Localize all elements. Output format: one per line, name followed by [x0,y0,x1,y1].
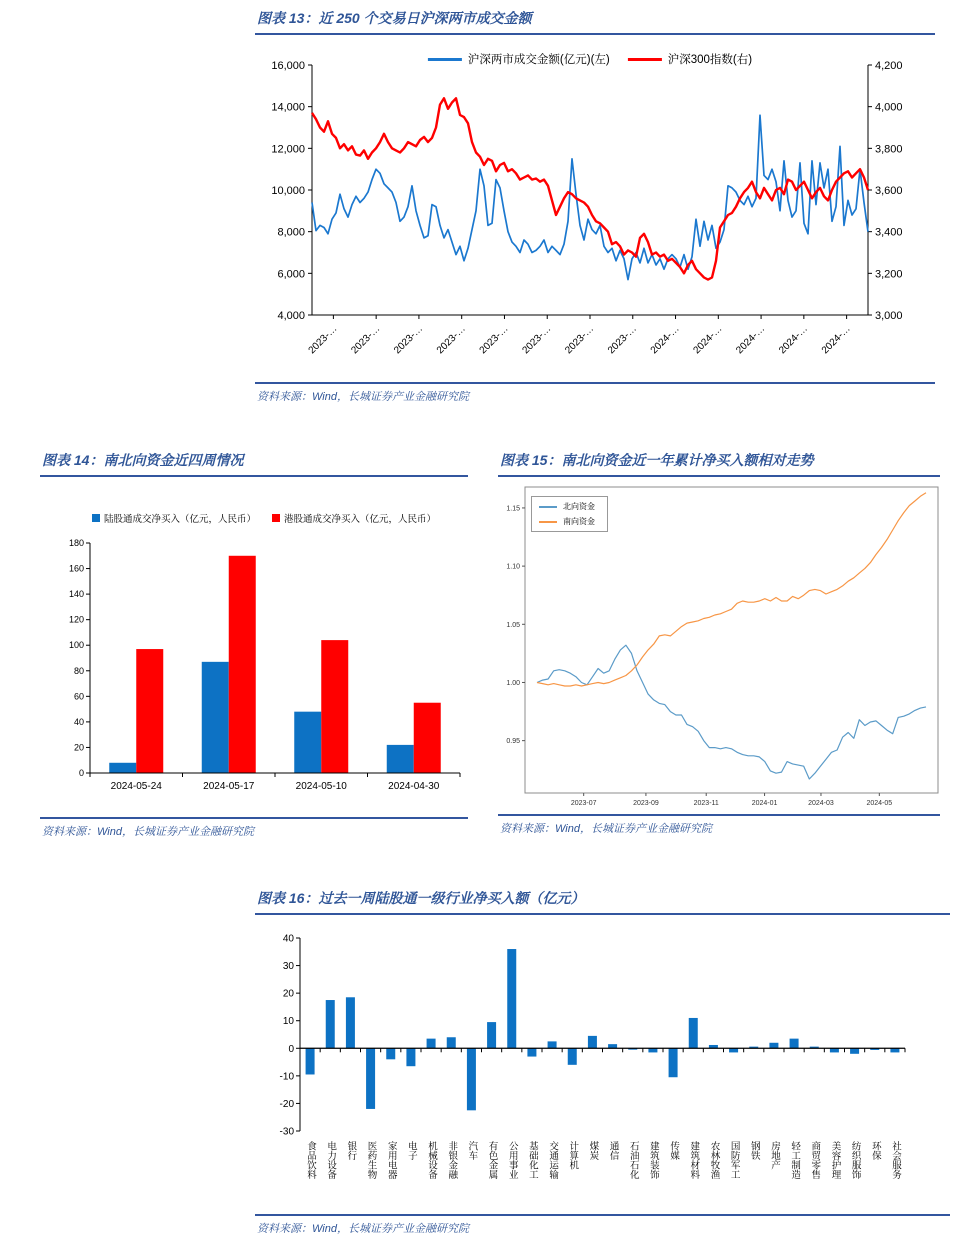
x-axis-tick-label: 2023-… [349,323,383,357]
industry-label: 交通运输 [547,1141,559,1179]
southbound-bar-swatch [272,514,280,522]
figure-16-chart-area [255,923,950,1214]
figure-15-source: 资料来源：Wind，长城证券产业金融研究院 [500,823,712,835]
index-line-swatch [628,58,662,61]
industry-label: 计算机 [567,1141,579,1170]
figure-14 [40,448,468,839]
figure-14-title [40,448,468,477]
industry-label: 美容护理 [829,1141,841,1179]
industry-label: 煤炭 [587,1141,599,1160]
legend-item-south [539,516,595,527]
x-axis-tick-label: 2023-… [520,323,554,357]
industry-label: 电力设备 [325,1141,337,1179]
industry-label: 钢铁 [748,1141,760,1160]
industry-bar [507,949,516,1048]
index-line [312,98,868,279]
industry-bar [790,1039,799,1049]
y-axis-tick-label: 20 [73,742,84,753]
y-axis-tick-label: 30 [282,961,294,973]
turnover-legend-label: 沪深两市成交金额(亿元)(左) [467,54,610,66]
x-axis-tick-label: 2023-… [306,323,340,357]
industry-label: 房地产 [768,1141,780,1170]
figure-14-chart-area [40,511,468,801]
y-axis-tick-label: -10 [279,1071,294,1083]
category-label: 2024-05-24 [110,781,162,792]
y-axis-tick-label: 100 [68,640,84,651]
right-axis-tick-label: 4,000 [875,101,903,114]
industry-bar [467,1048,476,1110]
industry-label: 家用电器 [385,1141,397,1179]
industry-label: 机械设备 [426,1141,438,1179]
left-axis-tick-label: 8,000 [277,226,305,239]
industry-bar [366,1048,375,1109]
industry-bar [447,1037,456,1048]
y-axis-tick-label: 1.15 [506,505,520,513]
y-axis-tick-label: 0 [288,1043,294,1055]
category-label: 2024-04-30 [388,781,440,792]
y-axis-tick-label: -30 [279,1126,294,1138]
industry-label: 石油石化 [627,1141,639,1179]
industry-label: 国防军工 [728,1141,740,1179]
figure-14-legend [60,511,468,525]
northbound-bar-swatch [92,514,100,522]
category-label: 2024-05-17 [203,781,255,792]
industry-label: 医药生物 [365,1141,377,1179]
industry-label: 环保 [869,1141,881,1160]
right-axis-tick-label: 3,200 [875,268,903,281]
industry-bar [729,1048,738,1052]
turnover-line-swatch [428,58,462,61]
southbound-bar [321,640,348,773]
industry-bar [689,1018,698,1048]
industry-label: 汽车 [466,1141,478,1160]
figure-16-title [255,886,950,915]
industry-category-labels [300,1138,905,1214]
figure-13 [255,6,935,404]
y-axis-tick-label: -20 [279,1098,294,1110]
industry-bar [326,1000,335,1048]
legend-item-turnover [428,51,610,67]
left-axis-tick-label: 16,000 [271,60,305,72]
x-axis-tick-label: 2024-01 [751,800,778,807]
figure-16-source: 资料来源：Wind，长城证券产业金融研究院 [257,1223,469,1235]
figure-15-legend [531,496,608,532]
figure-14-title-text: 图表 14：南北向资金近四周情况 [42,452,244,468]
y-axis-tick-label: 10 [282,1016,294,1028]
industry-bar [769,1043,778,1049]
right-axis-tick-label: 4,200 [875,60,903,72]
left-axis-tick-label: 14,000 [271,101,305,114]
northbound-bar [294,712,321,773]
figure-13-chart-area [255,37,935,382]
industry-label: 基础化工 [526,1141,538,1179]
industry-bar [608,1044,617,1048]
industry-label: 公用事业 [506,1141,518,1179]
index-legend-label: 沪深300指数(右) [667,54,753,66]
y-axis-tick-label: 160 [68,563,84,574]
industry-label: 电子 [405,1141,417,1160]
dual-axis-line-chart [255,37,935,382]
y-axis-tick-label: 1.05 [506,621,520,629]
industry-bar [669,1048,678,1077]
industry-bar [890,1048,899,1052]
x-axis-tick-label: 2024-05 [866,800,893,807]
south-line-swatch [539,521,557,523]
industry-label: 有色金属 [486,1141,498,1179]
industry-bar [306,1048,315,1074]
industry-label: 非银金融 [446,1141,458,1179]
figure-13-legend [428,51,752,67]
industry-label: 建筑装饰 [647,1141,659,1179]
right-axis-tick-label: 3,600 [875,185,903,197]
industry-bar [588,1036,597,1048]
northbound-legend-label: 陆股通成交净买入（亿元，人民币） [103,514,256,525]
figure-16-title-text: 图表 16：过去一周陆股通一级行业净买入额（亿元） [257,890,585,906]
x-axis-tick-label: 2023-… [477,323,511,357]
industry-bar [386,1048,395,1059]
x-axis-tick-label: 2023-09 [633,800,659,807]
industry-label: 农林牧渔 [708,1141,720,1179]
legend-item-northbound [92,511,256,525]
x-axis-tick-label: 2024-… [691,323,725,357]
figure-13-title [255,6,935,35]
y-axis-tick-label: 80 [73,665,84,676]
right-axis-tick-label: 3,800 [875,143,903,156]
left-axis-tick-label: 10,000 [271,185,305,197]
figure-13-title-text: 图表 13：近 250 个交易日沪深两市成交金额 [257,10,532,26]
y-axis-tick-label: 20 [282,988,294,1000]
south-legend-label: 南向资金 [563,517,595,526]
right-axis-tick-label: 3,400 [875,226,903,239]
industry-bar [548,1041,557,1048]
left-axis-tick-label: 12,000 [271,143,305,156]
left-axis-tick-label: 6,000 [277,268,305,281]
southbound-legend-label: 港股通成交净买入（亿元，人民币） [284,514,437,525]
figure-15-chart-area [498,481,940,814]
northbound-bar [202,662,229,773]
x-axis-tick-label: 2024-… [777,323,810,357]
legend-item-north [539,501,595,512]
x-axis-tick-label: 2023-… [605,323,639,357]
y-axis-tick-label: 0 [78,768,84,778]
industry-label: 纺织服饰 [849,1141,861,1179]
y-axis-tick-label: 40 [282,933,294,945]
right-axis-tick-label: 3,000 [875,310,903,322]
industry-net-buy-bar-chart [255,923,950,1138]
y-axis-tick-label: 40 [73,716,84,727]
figure-15-title [498,448,940,477]
left-axis-tick-label: 4,000 [277,310,305,322]
x-axis-tick-label: 2023-… [392,323,426,357]
industry-bar [487,1022,496,1048]
x-axis-tick-label: 2023-… [434,323,468,357]
industry-label: 建筑材料 [688,1141,700,1179]
legend-item-southbound [272,511,436,525]
industry-bar [850,1048,859,1054]
north-line-swatch [539,506,557,508]
x-axis-tick-label: 2023-11 [693,800,719,807]
plot-border [525,487,938,793]
northbound-bar [387,745,414,773]
y-axis-tick-label: 120 [68,614,84,625]
y-axis-tick-label: 1.10 [506,563,520,571]
southbound-bar [136,649,163,773]
industry-label: 银行 [345,1141,357,1160]
industry-label: 传媒 [668,1141,680,1160]
industry-label: 轻工制造 [789,1141,801,1179]
figure-13-source: 资料来源：Wind，长城证券产业金融研究院 [257,391,469,403]
category-label: 2024-05-10 [295,781,347,792]
industry-label: 食品饮料 [305,1141,316,1179]
industry-bar [527,1048,536,1056]
x-axis-tick-label: 2024-… [648,323,682,357]
industry-label: 社会服务 [889,1141,901,1179]
industry-bar [406,1048,415,1066]
weekly-flows-bar-chart [40,533,468,801]
industry-bar [830,1048,839,1052]
x-axis-tick-label: 2024-… [819,323,853,357]
y-axis-tick-label: 140 [68,589,84,600]
x-axis-tick-label: 2023-… [563,323,597,357]
figure-15 [498,448,940,836]
x-axis-tick-label: 2024-03 [808,800,834,807]
y-axis-tick-label: 180 [68,538,84,548]
x-axis-tick-label: 2024-… [734,323,768,357]
southbound-bar [229,556,256,773]
industry-label: 通信 [607,1141,619,1160]
industry-bar [427,1039,436,1049]
industry-bar [346,997,355,1048]
southbound-bar [414,703,441,773]
north-legend-label: 北向资金 [563,502,595,511]
y-axis-tick-label: 60 [73,691,84,702]
turnover-line [312,115,868,279]
figure-15-title-text: 图表 15：南北向资金近一年累计净买入额相对走势 [500,452,814,468]
legend-item-index [628,51,752,67]
y-axis-tick-label: 0.95 [506,738,520,746]
industry-bar [568,1048,577,1065]
industry-label: 商贸零售 [809,1141,821,1179]
industry-bar [648,1048,657,1052]
figure-16 [255,886,950,1236]
y-axis-tick-label: 1.00 [506,679,520,687]
northbound-bar [109,763,136,773]
figure-14-source: 资料来源：Wind，长城证券产业金融研究院 [42,826,254,838]
x-axis-tick-label: 2023-07 [570,800,597,807]
